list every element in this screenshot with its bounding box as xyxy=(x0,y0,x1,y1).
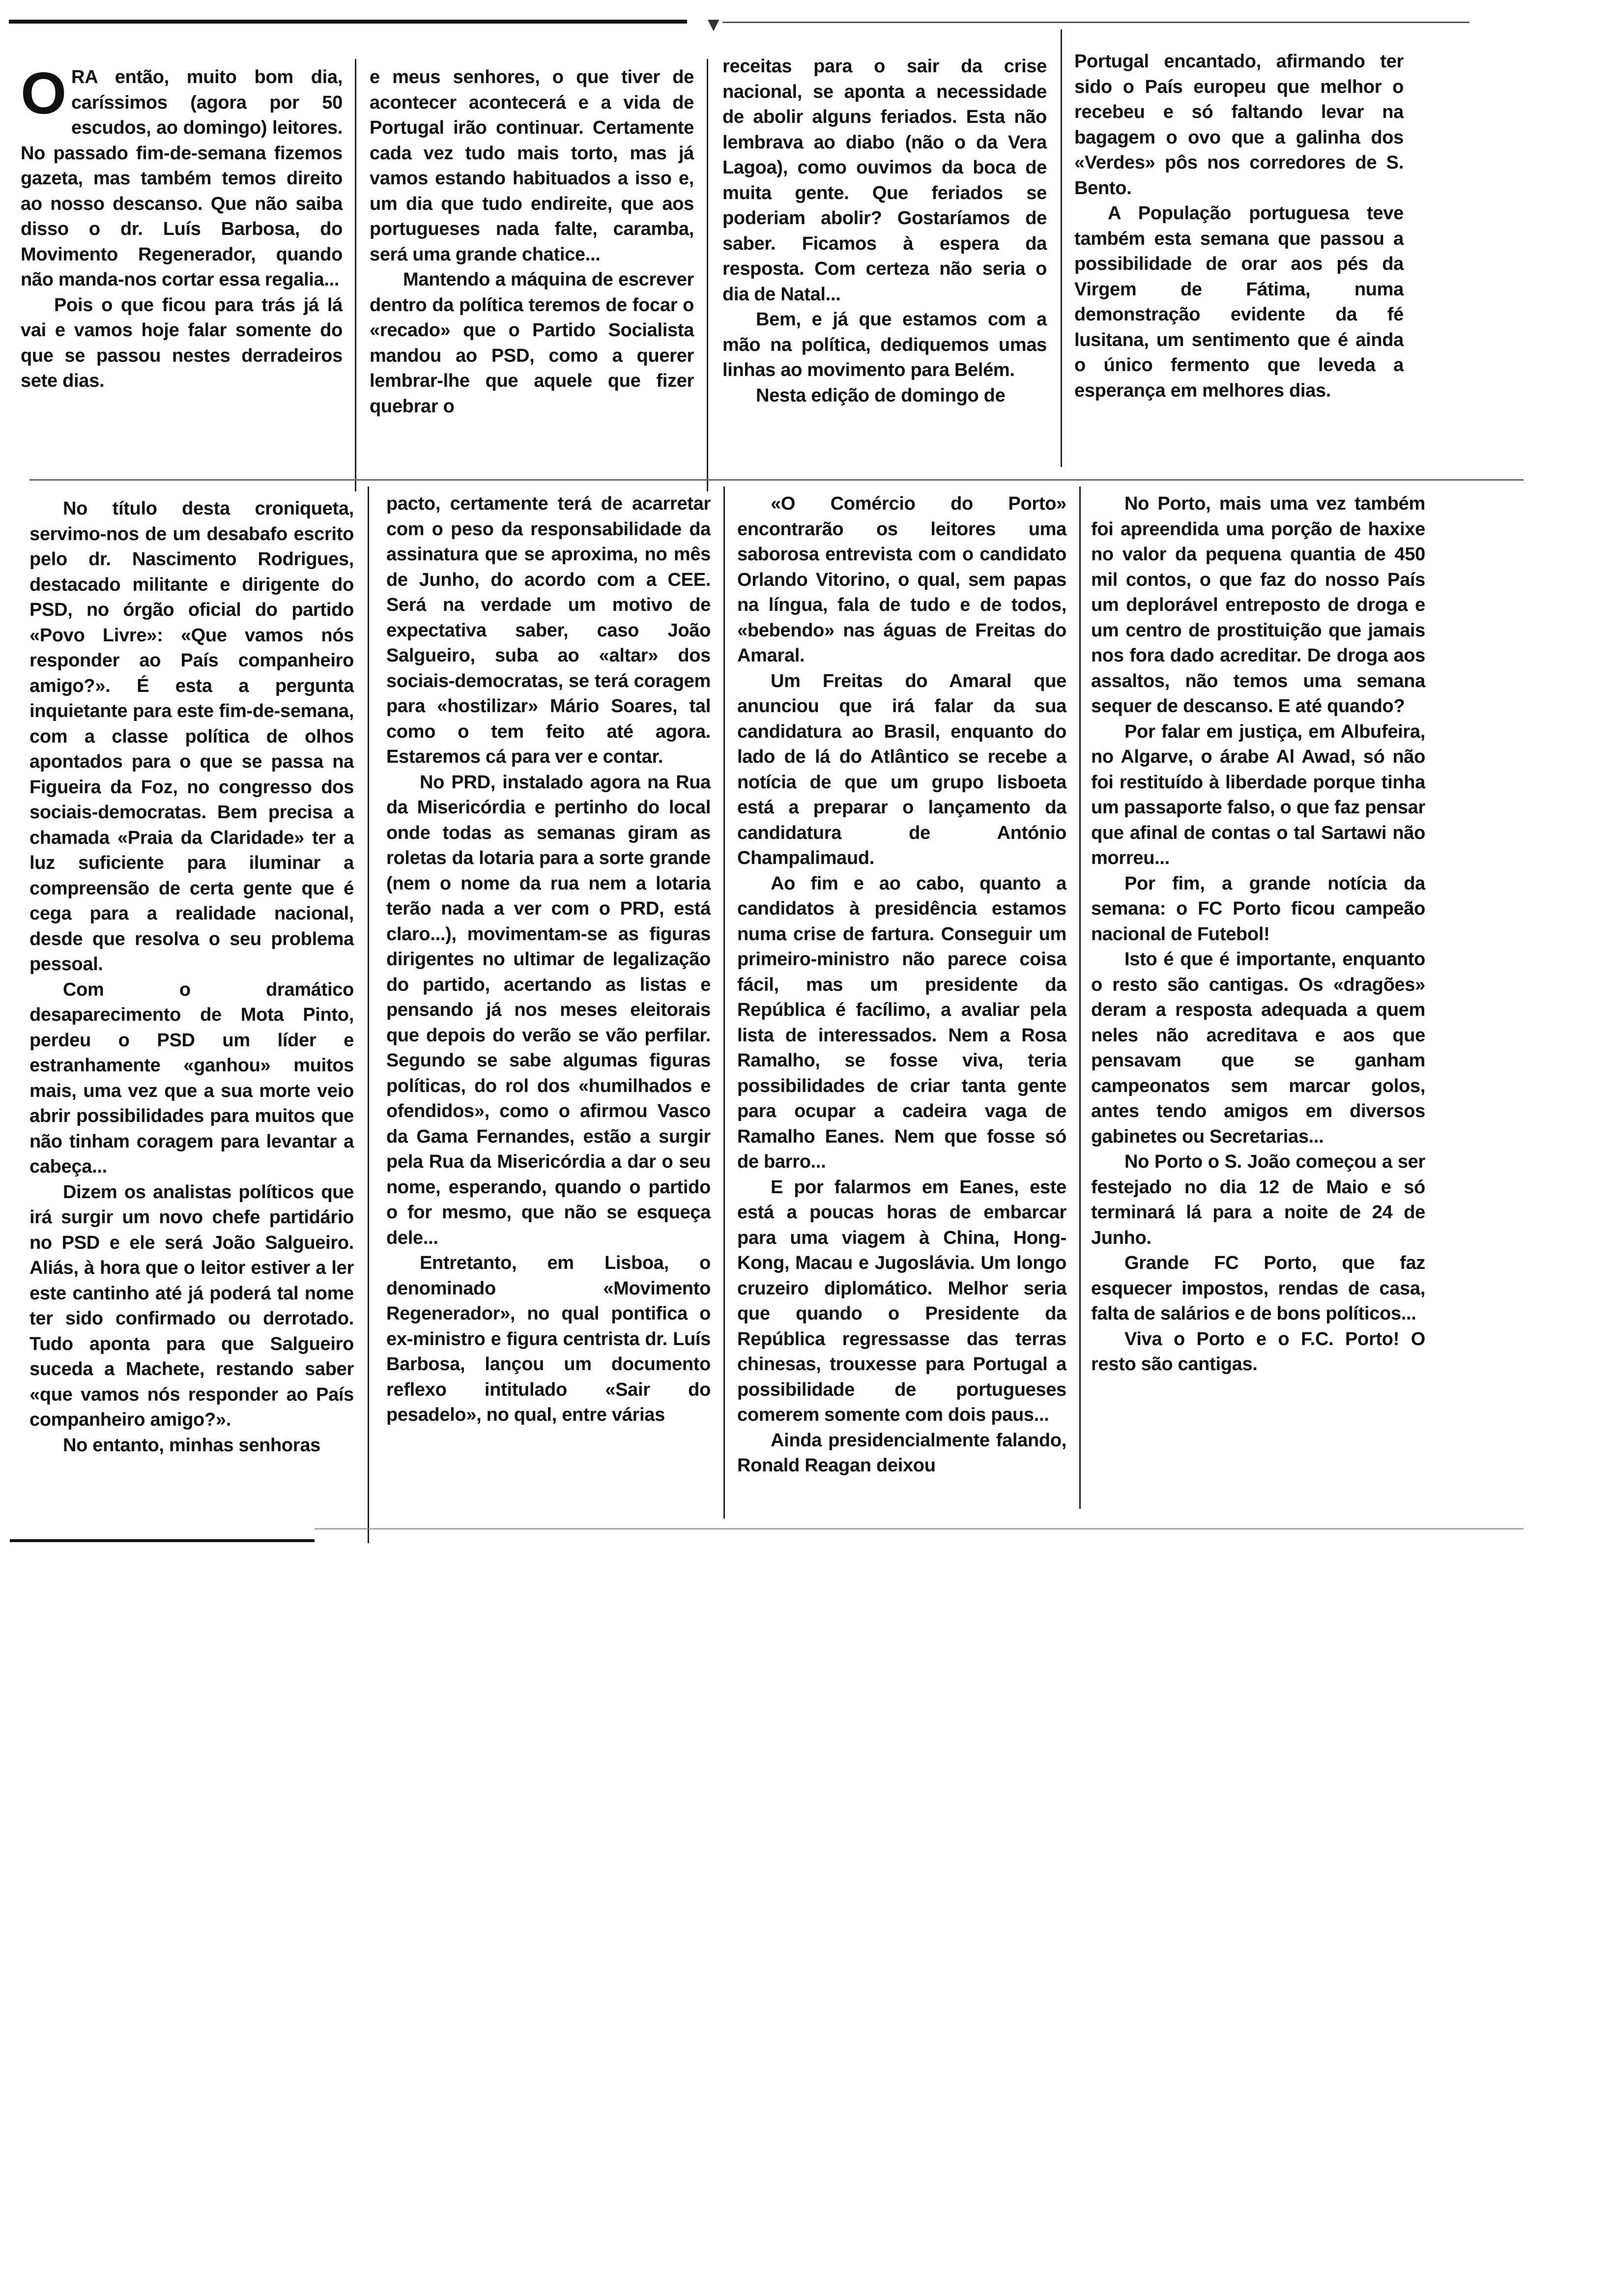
paragraph: No entanto, minhas senhoras xyxy=(63,1435,320,1456)
bottom-column-1 xyxy=(29,496,354,1458)
paragraph: Pois o que ficou para trás já lá vai e vamos hoje falar somente do que se passou nestes derradeiros sete dias. xyxy=(21,294,343,391)
paragraph: No Porto o S. João começou a ser festejado no dia 12 de Maio e só terminará lá para a noite de 24 de Junho. xyxy=(1091,1151,1425,1248)
paragraph: receitas para o sair da crise nacional, se aponta a necessidade de abolir alguns feriados. Esta não lembrava ao diabo (não o da Vera Lagoa), como ouvimos da boca de muita gente. Que feriados se poderiam abolir? Gostaríamos de saber. Ficamos à espera da resposta. Com certeza não seria o dia de Natal... xyxy=(722,56,1047,305)
paragraph: A População portuguesa teve também esta semana que passou a possibilidade de orar aos pés da Virgem de Fátima, numa demonstração evidente da fé lusitana, um sentimento que é ainda o único fermento que leveda a esperança em melhores dias. xyxy=(1074,203,1404,401)
top-column-3 xyxy=(722,54,1047,408)
paragraph: Portugal encantado, afirmando ter sido o País europeu que melhor o recebeu e só faltando levar na bagagem o ovo que a galinha dos «Verdes» pôs nos corredores de S. Bento. xyxy=(1074,51,1404,199)
paragraph: Mantendo a máquina de escrever dentro da política teremos de focar o «recado» que o Partido Socialista mandou ao PSD, como a querer lembrar-lhe que aquele que fizer quebrar o xyxy=(370,269,694,417)
bottom-rule-right xyxy=(315,1528,1524,1529)
paragraph: pacto, certamente terá de acarretar com o peso da responsabilidade da assinatura que se aproxima, no mês de Junho, do acordo com a CEE. Será na verdade um motivo de expectativa saber, caso João Salgueiro, suba ao «altar» dos sociais-democratas, se terá coragem para «hostilizar» Mário Soares, tal como o tem feito até agora. Estaremos cá para ver e contar. xyxy=(386,493,711,767)
column-divider xyxy=(368,487,369,1543)
paragraph: Ao fim e ao cabo, quanto a candidatos à presidência estamos numa crise de fartura. Conseguir um primeiro-ministro não parece coisa fácil, mas um presidente da República é facílimo, a avaliar pela lista de interessados. Nem a Rosa Ramalho, se fosse viva, teria possibilidades de criar tanta gente para ocupar a cadeira vaga de Ramalho Eanes. Nem que fosse só de barro... xyxy=(737,873,1066,1172)
paragraph: Com o dramático desaparecimento de Mota Pinto, perdeu o PSD um líder e estranhamente «ganhou» muitos mais, uma vez que a sua morte veio abrir possibilidades para muitos que não tinham coragem para levantar a cabeça... xyxy=(29,979,354,1177)
column-divider xyxy=(707,59,708,491)
dropcap-letter: O xyxy=(21,60,67,126)
top-rule-right xyxy=(722,22,1469,23)
column-divider xyxy=(1079,487,1081,1509)
column-divider xyxy=(1061,29,1062,467)
paragraph: Bem, e já que estamos com a mão na política, dediquemos umas linhas ao movimento para Belém. xyxy=(722,309,1047,380)
paragraph: No Porto, mais uma vez também foi apreendida uma porção de haxixe no valor da pequena quantia de 450 mil contos, o que faz do nosso País um deplorável entreposto de droga e um centro de prostituição que jamais nos fora dado acreditar. De droga aos assaltos, não temos uma semana sequer de descanso. E até quando? xyxy=(1091,493,1425,717)
paragraph: Por fim, a grande notícia da semana: o FC Porto ficou campeão nacional de Futebol! xyxy=(1091,873,1425,945)
column-divider xyxy=(723,487,725,1519)
top-rule-left xyxy=(9,20,687,24)
bottom-rule-left xyxy=(10,1539,315,1542)
paragraph: Isto é que é importante, enquanto o resto são cantigas. Os «dragões» deram a resposta adequada a quem neles não acreditava e aos que pensavam que se ganham campeonatos sem marcar golos, antes tendo amigos em diversos gabinetes ou Secretarias... xyxy=(1091,949,1425,1147)
paragraph: RA então, muito bom dia, caríssimos (agora por 50 escudos, ao domingo) leitores. No passado fim-de-semana fizemos gazeta, mas também temos direito ao nosso descanso. Que não saiba disso o dr. Luís Barbosa, do Movimento Regenerador, quando não manda-nos cortar essa regalia... xyxy=(21,67,343,290)
paragraph: Entretanto, em Lisboa, o denominado «Movimento Regenerador», no qual pontifica o ex-ministro e figura centrista dr. Luís Barbosa, lançou um documento reflexo intitulado «Sair do pesadelo», no qual, entre várias xyxy=(386,1253,711,1425)
middle-rule xyxy=(29,479,1524,481)
column-marker-icon: ▼ xyxy=(704,14,723,35)
top-column-4 xyxy=(1074,49,1404,403)
paragraph: Dizem os analistas políticos que irá surgir um novo chefe partidário no PSD e ele será João Salgueiro. Aliás, à hora que o leitor estiver a ler este cantinho até já poderá tal nome ter sido confirmado ou derrotado. Tudo aponta para que Salgueiro suceda a Machete, restando saber «que vamos nós responder ao País companheiro amigo?». xyxy=(29,1181,354,1430)
paragraph: Ainda presidencialmente falando, Ronald Reagan deixou xyxy=(737,1430,1066,1476)
column-divider xyxy=(355,59,356,491)
paragraph: Nesta edição de domingo de xyxy=(756,385,1006,406)
bottom-column-2 xyxy=(386,491,711,1428)
paragraph: Viva o Porto e o F.C. Porto! O resto são cantigas. xyxy=(1091,1328,1425,1375)
paragraph: Por falar em justiça, em Albufeira, no Algarve, o árabe Al Awad, só não foi restituído à liberdade porque tinha um passaporte falso, o que faz pensar que afinal de contas o tal Sartawi não morreu... xyxy=(1091,721,1425,868)
paragraph: «O Comércio do Porto» encontrarão os leitores uma saborosa entrevista com o candidato Orlando Vitorino, o qual, sem papas na língua, fala de tudo e de todos, «bebendo» nas águas de Freitas do Amaral. xyxy=(737,493,1066,666)
paragraph: Grande FC Porto, que faz esquecer impostos, rendas de casa, falta de salários e de bons políticos... xyxy=(1091,1253,1425,1324)
paragraph: No PRD, instalado agora na Rua da Misericórdia e pertinho do local onde todas as semanas giram as roletas da lotaria para a sorte grande (nem o nome da rua nem a lotaria terão nada a ver com o PRD, está claro...), movimentam-se as figuras dirigentes no ultimar de legalização do partido, acertando as listas e pensando já nos meses eleitorais que depois do verão se vão perfilar. Segundo se sabe algumas figuras políticas, do rol dos «humilhados e ofendidos», como o afirmou Vasco da Gama Fernandes, estão a surgir pela Rua da Misericórdia a dar o seu nome, esperando, quando o partido o for mesmo, que não se esqueça dele... xyxy=(386,772,711,1248)
paragraph: No título desta croniqueta, servimo-nos de um desabafo escrito pelo dr. Nascimento Rodrigues, destacado militante e dirigente do PSD, no órgão oficial do partido «Povo Livre»: «Que vamos nós responder ao País companheiro amigo?». É esta a pergunta inquietante para este fim-de-semana, com a classe política de olhos apontados para o que se passa na Figueira da Foz, no congresso dos sociais-democratas. Bem precisa a chamada «Praia da Claridade» ter a luz suficiente para iluminar a compreensão de certa gente que é cega para a realidade nacional, desde que resolva o seu problema pessoal. xyxy=(29,498,354,975)
paragraph: e meus senhores, o que tiver de acontecer acontecerá e a vida de Portugal irão continuar. Certamente cada vez tudo mais torto, mas já vamos estando habituados a isso e, um dia que tudo endireite, que aos portugueses nada falte, caramba, será uma grande chatice... xyxy=(370,67,694,265)
top-column-1 xyxy=(21,60,343,394)
bottom-column-3 xyxy=(737,491,1066,1479)
top-column-2 xyxy=(370,65,694,419)
paragraph: Um Freitas do Amaral que anunciou que irá falar da sua candidatura ao Brasil, enquanto do lado de lá do Atlântico se recebe a notícia de que um grupo lisboeta está a preparar o lançamento da candidatura de António Champalimaud. xyxy=(737,670,1066,868)
paragraph: E por falarmos em Eanes, este está a poucas horas de embarcar para uma viagem à China, Hong-Kong, Macau e Jugoslávia. Um longo cruzeiro diplomático. Melhor seria que quando o Presidente da República regressasse das terras chinesas, trouxesse para Portugal a possibilidade de portugueses comerem somente com dois paus... xyxy=(737,1177,1066,1425)
bottom-column-4 xyxy=(1091,491,1425,1378)
